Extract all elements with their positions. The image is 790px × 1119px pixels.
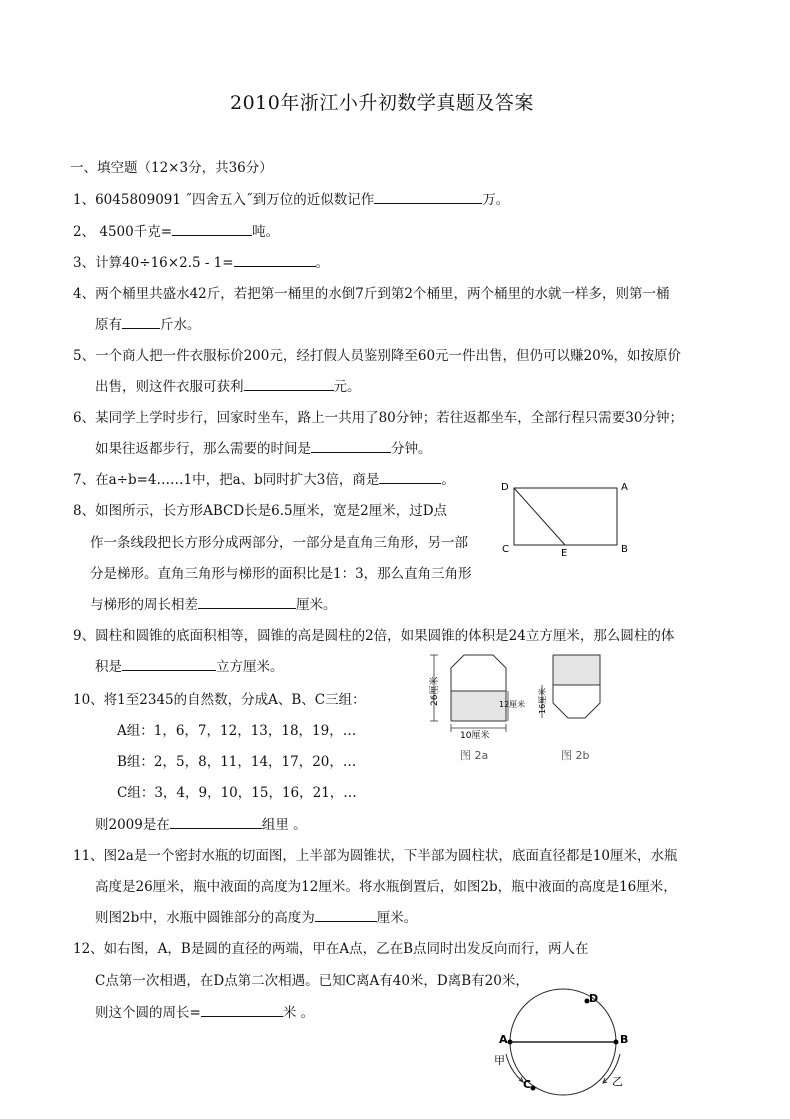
answer-blank[interactable] [244, 378, 334, 391]
question-9-line-1: 9、圆柱和圆锥的底面积相等，圆锥的高是圆柱的2倍，如果圆锥的体积是24立方厘米，那么圆柱的体 [73, 628, 675, 644]
q4-text: 原有 [95, 317, 122, 333]
label-yi: 乙 [612, 1075, 623, 1088]
label-e: E [561, 548, 568, 559]
section-heading: 一、填空题（12×3分，共36分） [70, 160, 273, 176]
answer-blank[interactable] [315, 909, 377, 922]
answer-blank[interactable] [198, 596, 296, 609]
circle-figure [488, 985, 638, 1119]
point-b [614, 1040, 619, 1045]
q2-tail: 吨。 [252, 224, 280, 240]
question-5-line-2 [95, 375, 361, 395]
q8-tail: 厘米。 [296, 597, 337, 613]
label-d: D [501, 482, 509, 493]
question-10-line-1: 10、将1至2345的自然数，分成A、B、C三组： [73, 692, 366, 708]
question-8-line-1: 8、如图所示，长方形ABCD长是6.5厘米，宽是2厘米，过D点 [73, 503, 448, 519]
q11-text: 则图2b中，水瓶中圆锥部分的高度为 [95, 910, 315, 926]
question-8-line-2: 作一条线段把长方形分成两部分，一部分是直角三角形，另一部 [90, 535, 468, 551]
question-6-line-2 [95, 437, 432, 457]
q3-tail: 。 [315, 255, 330, 271]
question-10-line-5 [95, 813, 307, 833]
question-5-line-1: 5、一个商人把一件衣服标价200元，经打假人员鉴别降至60元一件出售，但仍可以赚20%，如按原价 [73, 348, 682, 364]
answer-blank[interactable] [122, 658, 216, 671]
question-6-line-1: 6、某同学上学时步行，回家时坐车，路上一共用了80分钟；若往返都坐车，全部行程只需要30分钟； [73, 410, 683, 426]
page-title: 2010年浙江小升初数学真题及答案 [230, 92, 534, 114]
bottle-2b [537, 655, 600, 762]
label-a: A [499, 1033, 508, 1046]
dimension-16-label: 16厘米 [538, 687, 547, 714]
question-8-line-3: 分是梯形。直角三角形与梯形的面积比是1：3，那么直角三角形 [90, 566, 472, 582]
answer-blank[interactable] [379, 471, 441, 484]
q10-tail: 组里 。 [261, 817, 307, 833]
answer-blank[interactable] [172, 223, 252, 236]
answer-blank[interactable] [122, 316, 160, 329]
q5-tail: 元。 [333, 379, 361, 395]
q4-tail: 斤水。 [160, 317, 201, 333]
q11-tail: 厘米。 [376, 910, 418, 926]
question-11-line-2: 高度是26厘米，瓶中液面的高度为12厘米。将水瓶倒置后，如图2b，瓶中液面的高度是16厘米， [95, 879, 677, 895]
answer-blank[interactable] [201, 1004, 283, 1017]
question-3 [73, 251, 329, 271]
label-a: A [621, 482, 628, 493]
answer-blank[interactable] [170, 816, 262, 829]
q1-tail: 万。 [482, 192, 510, 208]
dimension-12-label: 12厘米 [499, 700, 526, 709]
dimension-10-label: 10厘米 [460, 731, 490, 741]
question-12-line-2: C点第一次相遇，在D点第二次相遇。已知C离A有40米，D离B有20米， [95, 973, 529, 989]
group-b: B组：2，5，8，11，14，17，20，… [117, 754, 357, 770]
question-4-line-1: 4、两个桶里共盛水42斤，若把第一桶里的水倒7斤到第2个桶里，两个桶里的水就一样多，则第一桶 [73, 286, 670, 302]
label-c: C [523, 1078, 532, 1091]
point-a [508, 1040, 513, 1045]
question-12-line-1: 12、如右图，A，B是圆的直径的两端，甲在A点，乙在B点同时出发反向而行，两人在 [73, 941, 589, 957]
question-11-line-1: 11、图2a是一个密封水瓶的切面图，上半部为圆锥状，下半部为圆柱状，底面直径都是10厘米，水瓶 [73, 848, 678, 864]
question-1 [73, 188, 509, 208]
label-c: C [502, 544, 509, 555]
liquid-2a [451, 691, 506, 721]
answer-blank[interactable] [234, 254, 316, 267]
q12-tail: 米 。 [282, 1005, 315, 1021]
q10-text: 则2009是在 [95, 817, 170, 833]
bottle-figures [420, 648, 620, 766]
rectangle-figure [495, 476, 645, 562]
label-b: B [621, 544, 628, 555]
q7-tail: 。 [441, 472, 455, 488]
question-4-line-2 [95, 313, 201, 333]
dimension-26-label: 26厘米 [430, 676, 440, 706]
q3-text: 3、计算40÷16×2.5 - 1= [73, 255, 234, 271]
q6-tail: 分钟。 [391, 441, 432, 457]
q1-text: 1、6045809091 ˝四舍五入˝到万位的近似数记作 [73, 192, 375, 208]
bottle-2a [428, 655, 525, 762]
question-2 [73, 220, 279, 240]
q7-text: 7、在a÷b=4……1中，把a、b同时扩大3倍，商是 [73, 472, 380, 488]
answer-blank[interactable] [311, 440, 391, 453]
question-9-line-2 [95, 655, 284, 675]
question-12-line-3 [95, 1001, 314, 1021]
q8-text: 与梯形的周长相差 [90, 597, 198, 613]
q5-text: 出售，则这件衣服可获利 [95, 379, 244, 395]
question-8-line-4 [90, 593, 337, 613]
answer-blank[interactable] [374, 191, 482, 204]
label-b: B [620, 1033, 629, 1046]
group-a: A组：1，6，7，12，13，18，19，… [117, 723, 357, 739]
arrow-jia [506, 1054, 523, 1082]
group-c: C组：3，4，9，10，15，16，21，… [117, 785, 357, 801]
rectangle-abcd [514, 488, 617, 545]
q2-text: 2、 4500千克= [73, 224, 173, 240]
caption-2a: 图 2a [460, 749, 489, 762]
caption-2b: 图 2b [561, 749, 590, 762]
label-jia: 甲 [494, 1054, 505, 1067]
question-11-line-3 [95, 906, 417, 926]
q6-text: 如果往返都步行，那么需要的时间是 [95, 441, 311, 457]
q9-tail: 立方厘米。 [216, 659, 284, 675]
q9-text: 积是 [95, 659, 122, 675]
liquid-2b [553, 655, 600, 685]
question-7 [73, 468, 455, 488]
point-c [531, 1086, 536, 1091]
q12-text: 则这个圆的周长= [95, 1005, 201, 1021]
label-d: D [589, 992, 599, 1005]
segment-de [514, 488, 565, 545]
